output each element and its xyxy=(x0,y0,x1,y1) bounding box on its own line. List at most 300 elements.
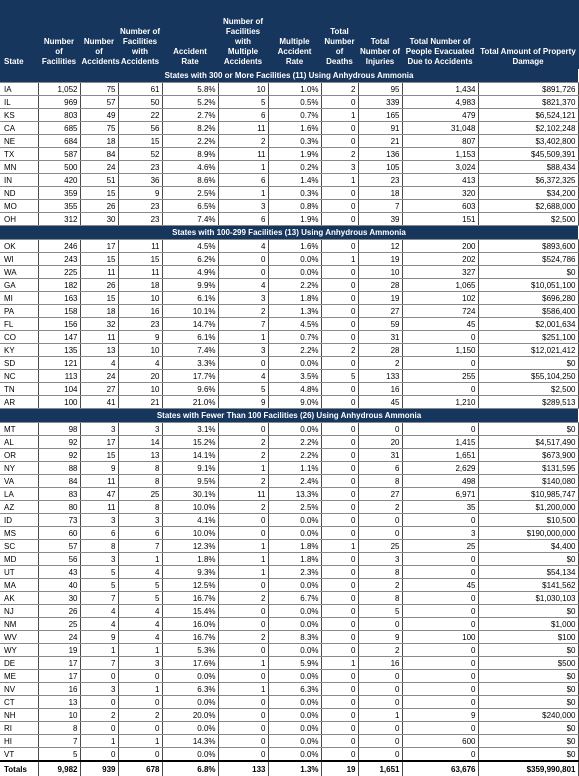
table-cell: $586,400 xyxy=(478,305,578,318)
table-cell: 255 xyxy=(402,370,478,383)
table-cell: 0.0% xyxy=(268,527,321,540)
table-cell: 5.8% xyxy=(162,83,218,96)
state-cell: MN xyxy=(0,161,38,174)
table-cell: 1 xyxy=(118,683,162,696)
table-row xyxy=(0,566,578,579)
table-row xyxy=(0,344,578,357)
table-cell: 0 xyxy=(321,566,358,579)
table-row xyxy=(0,722,578,735)
table-row xyxy=(0,357,578,370)
table-cell: 0 xyxy=(402,357,478,370)
table-cell: $0 xyxy=(478,605,578,618)
table-cell: 0 xyxy=(321,709,358,722)
table-cell: $34,200 xyxy=(478,187,578,200)
table-cell: 10 xyxy=(38,709,80,722)
table-cell: 98 xyxy=(38,423,80,436)
table-cell: 30.1% xyxy=(162,488,218,501)
table-row xyxy=(0,527,578,540)
table-cell: 32 xyxy=(80,318,118,331)
table-cell: 1 xyxy=(118,553,162,566)
table-cell: 28 xyxy=(358,279,402,292)
table-cell: 1.4% xyxy=(268,174,321,187)
table-cell: 3 xyxy=(321,161,358,174)
table-cell: 2 xyxy=(218,436,268,449)
table-cell: 1 xyxy=(321,174,358,187)
table-cell: $131,595 xyxy=(478,462,578,475)
table-cell: 0 xyxy=(321,331,358,344)
table-cell: $0 xyxy=(478,683,578,696)
table-row xyxy=(0,135,578,148)
table-cell: 0 xyxy=(402,605,478,618)
table-cell: 7 xyxy=(38,735,80,748)
table-row xyxy=(0,696,578,709)
table-cell: 20.0% xyxy=(162,709,218,722)
table-cell: 8.2% xyxy=(162,122,218,135)
table-cell: 0.0% xyxy=(268,357,321,370)
table-cell: 9 xyxy=(118,187,162,200)
table-cell: 15.2% xyxy=(162,436,218,449)
state-cell: NE xyxy=(0,135,38,148)
table-cell: 3 xyxy=(80,423,118,436)
table-cell: $4,400 xyxy=(478,540,578,553)
table-cell: 0 xyxy=(402,618,478,631)
table-row xyxy=(0,396,578,409)
table-cell: 0 xyxy=(118,696,162,709)
state-cell: IA xyxy=(0,83,38,96)
table-cell: 1 xyxy=(321,253,358,266)
table-cell: 31 xyxy=(358,331,402,344)
table-row xyxy=(0,605,578,618)
table-cell: 0.3% xyxy=(268,187,321,200)
table-cell: 11 xyxy=(80,266,118,279)
table-cell: 3.3% xyxy=(162,357,218,370)
table-cell: $0 xyxy=(478,722,578,735)
table-cell: 0 xyxy=(218,709,268,722)
table-cell: 156 xyxy=(38,318,80,331)
table-cell: 3 xyxy=(218,200,268,213)
table-cell: 23 xyxy=(358,174,402,187)
table-cell: 1 xyxy=(321,109,358,122)
table-cell: 2 xyxy=(218,305,268,318)
table-cell: 4,983 xyxy=(402,96,478,109)
table-cell: 5 xyxy=(321,370,358,383)
table-cell: 40 xyxy=(38,579,80,592)
state-cell: LA xyxy=(0,488,38,501)
state-cell: NY xyxy=(0,462,38,475)
table-cell: 355 xyxy=(38,200,80,213)
section-header xyxy=(0,226,578,240)
table-cell: 13 xyxy=(80,344,118,357)
table-cell: 0 xyxy=(358,514,402,527)
table-cell: 1,153 xyxy=(402,148,478,161)
table-cell: 51 xyxy=(80,174,118,187)
table-cell: 1,052 xyxy=(38,83,80,96)
table-cell: $2,102,248 xyxy=(478,122,578,135)
table-cell: 2 xyxy=(358,644,402,657)
totals-cell: 1.3% xyxy=(268,761,321,776)
table-cell: 0 xyxy=(402,383,478,396)
table-row xyxy=(0,174,578,187)
table-cell: 1.6% xyxy=(268,122,321,135)
table-cell: 1 xyxy=(218,683,268,696)
table-cell: 52 xyxy=(118,148,162,161)
table-cell: 498 xyxy=(402,475,478,488)
table-cell: 0 xyxy=(321,462,358,475)
table-row xyxy=(0,579,578,592)
table-row xyxy=(0,644,578,657)
table-cell: 6.2% xyxy=(162,253,218,266)
table-cell: 0 xyxy=(402,553,478,566)
table-cell: 151 xyxy=(402,213,478,226)
table-cell: 0 xyxy=(321,279,358,292)
table-cell: 47 xyxy=(80,488,118,501)
table-cell: 147 xyxy=(38,331,80,344)
table-cell: 15 xyxy=(118,253,162,266)
table-cell: 0.5% xyxy=(268,96,321,109)
table-cell: 0 xyxy=(358,618,402,631)
table-cell: 0 xyxy=(321,213,358,226)
table-cell: 0 xyxy=(358,683,402,696)
column-header: Multiple Accident Rate xyxy=(268,0,321,69)
table-cell: 5 xyxy=(358,605,402,618)
table-cell: 587 xyxy=(38,148,80,161)
table-cell: 13 xyxy=(118,449,162,462)
table-cell: 0.0% xyxy=(268,423,321,436)
table-cell: 603 xyxy=(402,200,478,213)
table-cell: 1 xyxy=(218,187,268,200)
table-cell: 0.0% xyxy=(268,266,321,279)
table-cell: 8 xyxy=(358,566,402,579)
state-cell: NH xyxy=(0,709,38,722)
table-cell: 0.0% xyxy=(162,722,218,735)
table-row xyxy=(0,200,578,213)
table-row xyxy=(0,657,578,670)
table-cell: 202 xyxy=(402,253,478,266)
table-cell: $88,434 xyxy=(478,161,578,174)
table-cell: 803 xyxy=(38,109,80,122)
table-cell: 3 xyxy=(402,527,478,540)
table-cell: 2.7% xyxy=(162,109,218,122)
table-cell: 0 xyxy=(321,475,358,488)
state-cell: TN xyxy=(0,383,38,396)
state-cell: NV xyxy=(0,683,38,696)
table-cell: 8 xyxy=(118,462,162,475)
table-cell: $100 xyxy=(478,631,578,644)
table-row xyxy=(0,462,578,475)
table-cell: 9.5% xyxy=(162,475,218,488)
table-cell: 16 xyxy=(118,305,162,318)
table-cell: 0 xyxy=(358,696,402,709)
table-cell: 2.2% xyxy=(268,436,321,449)
table-cell: 4 xyxy=(80,605,118,618)
table-cell: 2 xyxy=(218,501,268,514)
table-cell: 19 xyxy=(358,253,402,266)
table-cell: 83 xyxy=(38,488,80,501)
table-cell: 0 xyxy=(402,514,478,527)
table-cell: 3 xyxy=(358,553,402,566)
table-cell: 10.1% xyxy=(162,305,218,318)
table-cell: 0.0% xyxy=(268,735,321,748)
table-cell: 420 xyxy=(38,174,80,187)
table-cell: 0 xyxy=(402,592,478,605)
table-cell: 413 xyxy=(402,174,478,187)
table-cell: 1,150 xyxy=(402,344,478,357)
table-row xyxy=(0,292,578,305)
table-cell: 25 xyxy=(118,488,162,501)
table-cell: 0 xyxy=(321,122,358,135)
table-cell: $2,688,000 xyxy=(478,200,578,213)
state-cell: HI xyxy=(0,735,38,748)
table-cell: 6.3% xyxy=(268,683,321,696)
table-cell: $3,402,800 xyxy=(478,135,578,148)
table-cell: 19 xyxy=(38,644,80,657)
table-cell: 56 xyxy=(118,122,162,135)
table-cell: 0.0% xyxy=(268,709,321,722)
table-row xyxy=(0,514,578,527)
state-cell: OR xyxy=(0,449,38,462)
table-cell: 2 xyxy=(358,357,402,370)
table-cell: 0.3% xyxy=(268,135,321,148)
table-cell: 2 xyxy=(321,344,358,357)
table-cell: $10,051,100 xyxy=(478,279,578,292)
table-cell: 59 xyxy=(358,318,402,331)
table-cell: 0 xyxy=(321,631,358,644)
table-cell: 0 xyxy=(218,670,268,683)
table-cell: 25 xyxy=(358,540,402,553)
table-cell: $6,524,121 xyxy=(478,109,578,122)
state-cell: MO xyxy=(0,200,38,213)
table-cell: 16.0% xyxy=(162,618,218,631)
table-cell: 104 xyxy=(38,383,80,396)
table-row xyxy=(0,253,578,266)
table-cell: 16.7% xyxy=(162,631,218,644)
table-cell: 0 xyxy=(218,514,268,527)
table-cell: 0 xyxy=(321,735,358,748)
table-cell: 6,971 xyxy=(402,488,478,501)
table-cell: 84 xyxy=(80,148,118,161)
table-cell: 1.6% xyxy=(268,240,321,253)
table-cell: $54,134 xyxy=(478,566,578,579)
section-header xyxy=(0,69,578,83)
table-cell: 31,048 xyxy=(402,122,478,135)
table-cell: 80 xyxy=(38,501,80,514)
table-row xyxy=(0,96,578,109)
table-cell: 45 xyxy=(358,396,402,409)
column-header: Number of Facilities with Accidents xyxy=(118,0,162,69)
table-cell: 1.8% xyxy=(268,292,321,305)
table-body xyxy=(0,69,578,776)
table-row xyxy=(0,161,578,174)
state-cell: ID xyxy=(0,514,38,527)
state-cell: NC xyxy=(0,370,38,383)
table-cell: 1 xyxy=(118,735,162,748)
table-cell: 4.8% xyxy=(268,383,321,396)
table-cell: 8 xyxy=(358,592,402,605)
table-cell: 0 xyxy=(321,592,358,605)
table-cell: 31 xyxy=(358,449,402,462)
table-cell: 6 xyxy=(80,527,118,540)
table-cell: 0 xyxy=(402,683,478,696)
table-cell: 91 xyxy=(358,122,402,135)
table-cell: 2 xyxy=(358,579,402,592)
table-cell: 100 xyxy=(38,396,80,409)
table-cell: 41 xyxy=(80,396,118,409)
table-cell: 10 xyxy=(118,383,162,396)
table-cell: 0 xyxy=(321,96,358,109)
table-cell: $1,000 xyxy=(478,618,578,631)
table-cell: 0.0% xyxy=(268,722,321,735)
header-row xyxy=(0,0,578,69)
table-cell: 0 xyxy=(358,423,402,436)
table-cell: $1,200,000 xyxy=(478,501,578,514)
table-cell: 500 xyxy=(38,161,80,174)
state-cell: WA xyxy=(0,266,38,279)
table-row xyxy=(0,501,578,514)
table-cell: 2 xyxy=(218,449,268,462)
table-cell: 1.3% xyxy=(268,305,321,318)
table-cell: 88 xyxy=(38,462,80,475)
table-cell: 0 xyxy=(321,553,358,566)
table-cell: 19 xyxy=(358,292,402,305)
table-row xyxy=(0,148,578,161)
totals-cell: 133 xyxy=(218,761,268,776)
table-cell: 5 xyxy=(118,592,162,605)
table-row xyxy=(0,331,578,344)
table-cell: 25 xyxy=(38,618,80,631)
state-cell: KS xyxy=(0,109,38,122)
table-cell: 23 xyxy=(118,161,162,174)
table-cell: 0 xyxy=(321,436,358,449)
table-cell: 312 xyxy=(38,213,80,226)
table-row xyxy=(0,109,578,122)
table-cell: 359 xyxy=(38,187,80,200)
table-cell: 165 xyxy=(358,109,402,122)
table-cell: 1 xyxy=(358,709,402,722)
state-cell: IN xyxy=(0,174,38,187)
table-cell: 2 xyxy=(218,631,268,644)
table-cell: 26 xyxy=(80,200,118,213)
table-cell: 8 xyxy=(80,540,118,553)
state-cell: UT xyxy=(0,566,38,579)
table-cell: 4 xyxy=(118,631,162,644)
table-cell: 0.0% xyxy=(162,670,218,683)
table-cell: 0.0% xyxy=(268,579,321,592)
table-cell: 0 xyxy=(321,135,358,148)
table-cell: 21 xyxy=(118,396,162,409)
table-cell: 4 xyxy=(118,605,162,618)
table-cell: 0 xyxy=(321,488,358,501)
table-cell: 0.0% xyxy=(268,748,321,762)
table-cell: 0 xyxy=(218,644,268,657)
table-cell: 0 xyxy=(402,670,478,683)
table-cell: 14.1% xyxy=(162,449,218,462)
table-cell: $821,370 xyxy=(478,96,578,109)
table-cell: 0 xyxy=(321,266,358,279)
table-cell: 13 xyxy=(38,696,80,709)
table-cell: 0 xyxy=(321,683,358,696)
table-cell: 0 xyxy=(321,292,358,305)
table-cell: 15 xyxy=(80,292,118,305)
table-cell: 0 xyxy=(218,748,268,762)
table-cell: 1 xyxy=(218,161,268,174)
table-cell: 95 xyxy=(358,83,402,96)
totals-cell: 63,676 xyxy=(402,761,478,776)
table-cell: 9.1% xyxy=(162,462,218,475)
table-row xyxy=(0,670,578,683)
table-cell: 0 xyxy=(321,383,358,396)
section-header xyxy=(0,409,578,423)
table-cell: 8 xyxy=(118,501,162,514)
table-cell: 0.0% xyxy=(162,696,218,709)
table-cell: 9.9% xyxy=(162,279,218,292)
table-cell: 0 xyxy=(80,670,118,683)
table-cell: 1 xyxy=(118,644,162,657)
table-cell: 0 xyxy=(358,670,402,683)
table-cell: 1,415 xyxy=(402,436,478,449)
table-cell: 0 xyxy=(321,305,358,318)
table-cell: $6,372,325 xyxy=(478,174,578,187)
table-cell: 21.0% xyxy=(162,396,218,409)
table-cell: 3 xyxy=(218,344,268,357)
table-cell: 27 xyxy=(358,488,402,501)
table-cell: 4 xyxy=(218,370,268,383)
table-row xyxy=(0,266,578,279)
table-cell: 0.0% xyxy=(268,696,321,709)
table-cell: 0 xyxy=(118,748,162,762)
state-cell: WI xyxy=(0,253,38,266)
table-cell: 1,651 xyxy=(402,449,478,462)
table-cell: 11 xyxy=(118,240,162,253)
state-cell: DE xyxy=(0,657,38,670)
table-cell: 0 xyxy=(321,357,358,370)
table-cell: 11 xyxy=(80,331,118,344)
table-cell: 182 xyxy=(38,279,80,292)
table-cell: 1 xyxy=(321,657,358,670)
state-cell: NJ xyxy=(0,605,38,618)
column-header: Total Amount of Property Damage xyxy=(478,0,578,69)
table-cell: $696,280 xyxy=(478,292,578,305)
table-cell: 0 xyxy=(321,618,358,631)
table-cell: 4.6% xyxy=(162,161,218,174)
table-cell: 1.8% xyxy=(268,553,321,566)
table-cell: 0 xyxy=(402,696,478,709)
table-cell: $251,100 xyxy=(478,331,578,344)
table-cell: 225 xyxy=(38,266,80,279)
table-cell: 15 xyxy=(80,253,118,266)
table-cell: $0 xyxy=(478,423,578,436)
table-cell: 5 xyxy=(38,748,80,762)
table-cell: 15.4% xyxy=(162,605,218,618)
table-cell: 16.7% xyxy=(162,592,218,605)
table-cell: 60 xyxy=(38,527,80,540)
table-cell: 4 xyxy=(118,566,162,579)
table-cell: 0 xyxy=(321,722,358,735)
table-cell: 0 xyxy=(321,187,358,200)
table-cell: 7 xyxy=(358,200,402,213)
table-cell: 2 xyxy=(321,148,358,161)
table-cell: $0 xyxy=(478,357,578,370)
table-row xyxy=(0,279,578,292)
state-cell: WY xyxy=(0,644,38,657)
table-cell: 0 xyxy=(402,331,478,344)
table-cell: 21 xyxy=(358,135,402,148)
table-cell: 1.8% xyxy=(162,553,218,566)
table-cell: 135 xyxy=(38,344,80,357)
table-row xyxy=(0,488,578,501)
table-cell: 243 xyxy=(38,253,80,266)
table-cell: 7 xyxy=(118,540,162,553)
table-cell: 1,210 xyxy=(402,396,478,409)
